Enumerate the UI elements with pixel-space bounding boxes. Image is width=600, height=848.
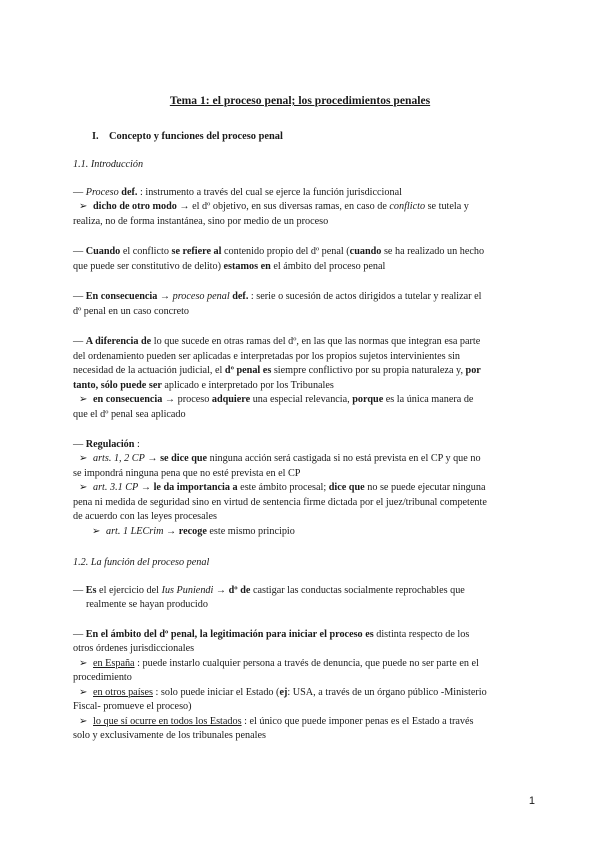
heading-number: I. — [92, 131, 99, 142]
p7-line-6: Fiscal- promueve el proceso) — [73, 701, 192, 712]
p7-line-3: ➢ en España : puede instarlo cualquier persona a través de denuncia, que puede no ser parte en el — [79, 658, 479, 669]
bullet-arrow-icon: ➢ — [79, 453, 88, 464]
bullet-arrow-icon: ➢ — [79, 482, 88, 493]
heading-section-1 — [92, 131, 283, 142]
document-title: Tema 1: el proceso penal; los procedimientos penales — [169, 94, 431, 107]
heading-text: Concepto y funciones del proceso penal — [109, 131, 283, 142]
bullet-arrow-icon: ➢ — [79, 716, 88, 727]
p4-line-3: necesidad de la actuación judicial, el dº penal es siempre conflictivo por su propia naturaleza y, por — [73, 365, 481, 376]
p5-line-7: ➢ art. 1 LECrim → recoge este mismo principio — [92, 526, 295, 537]
subheading-1-1: 1.1. Introducción — [73, 159, 144, 170]
p6-line-2: realmente se hayan producido — [86, 599, 208, 610]
page-number: 1 — [528, 795, 535, 807]
bullet-arrow-icon: ➢ — [92, 526, 101, 537]
p7-line-8: solo y exclusivamente de los tribunales penales — [73, 730, 266, 741]
p3-line-1: — En consecuencia → proceso penal def. : serie o sucesión de actos dirigidos a tutelar y realizar el — [73, 291, 482, 302]
bullet-arrow-icon: ➢ — [79, 687, 88, 698]
p5-line-3: se impondrá ninguna pena que no esté prevista en el CP — [73, 468, 301, 479]
p5-line-1: — Regulación : — [73, 439, 140, 450]
p1-line-2: ➢ dicho de otro modo → el dº objetivo, en sus diversas ramas, en caso de conflicto se tutela y — [79, 201, 469, 212]
p7-line-4: procedimiento — [73, 672, 132, 683]
p2-line-1: — Cuando el conflicto se refiere al contenido propio del dº penal (cuando se ha realizado un hecho — [73, 246, 485, 257]
p3-line-2: dº penal en un caso concreto — [73, 306, 190, 317]
p1-line-1: — Proceso def. : instrumento a través del cual se ejerce la función jurisdiccional — [73, 187, 402, 198]
subheading-1-2: 1.2. La función del proceso penal — [73, 557, 210, 568]
p4-line-5: ➢ en consecuencia → proceso adquiere una especial relevancia, porque es la única manera de — [79, 394, 474, 405]
p4-line-4: tanto, sólo puede ser aplicado e interpretado por los Tribunales — [73, 380, 334, 391]
p6-line-1: — Es el ejercicio del Ius Puniendi → dº de castigar las conductas socialmente reprochables que — [73, 585, 465, 596]
p7-line-1: — En el ámbito del dº penal, la legitimación para iniciar el proceso es distinta respecto de los — [73, 629, 470, 640]
p7-line-7: ➢ lo que sí ocurre en todos los Estados : el único que puede imponer penas es el Estado a través — [79, 716, 474, 727]
p1-line-3: realiza, no de forma instantánea, sino por medio de un proceso — [73, 216, 329, 227]
p2-line-2: que puede ser constitutivo de delito) estamos en el ámbito del proceso penal — [73, 261, 386, 272]
p5-line-2: ➢ arts. 1, 2 CP → se dice que ninguna acción será castigada si no está prevista en el CP y que no — [79, 453, 481, 464]
p4-line-2: del ordenamiento pueden ser aplicadas e interpretadas por los propios sujetos intervinientes sin — [73, 351, 461, 362]
p5-line-4: ➢ art. 3.1 CP → le da importancia a este ámbito procesal; dice que no se puede ejecutar ninguna — [79, 482, 486, 493]
bullet-arrow-icon: ➢ — [79, 658, 88, 669]
p4-line-6: que el dº penal sea aplicado — [73, 409, 186, 420]
bullet-arrow-icon: ➢ — [79, 201, 88, 212]
p5-line-6: de acuerdo con las leyes procesales — [73, 511, 217, 522]
bullet-arrow-icon: ➢ — [79, 394, 88, 405]
p4-line-1: — A diferencia de lo que sucede en otras ramas del dº, en las que las normas que integran esa parte — [73, 336, 481, 347]
p7-line-5: ➢ en otros países : solo puede iniciar el Estado (ej: USA, a través de un órgano público -Ministerio — [79, 687, 487, 698]
p7-line-2: otros órdenes jurisdiccionales — [73, 643, 195, 654]
p5-line-5: pena ni medida de seguridad sino en virtud de sentencia firme dictada por el juez/tribunal competente — [73, 497, 487, 508]
